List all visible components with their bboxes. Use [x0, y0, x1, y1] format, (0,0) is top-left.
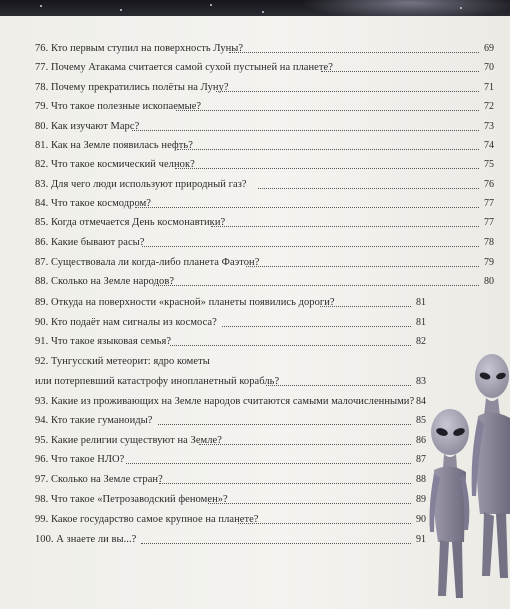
dot-leader — [156, 285, 479, 286]
toc-page-number: 82 — [416, 336, 426, 347]
toc-page-number: 79 — [484, 257, 494, 268]
toc-entry[interactable] — [0, 60, 510, 76]
toc-entry-title: 79. Что такое полезные ископаемые? — [35, 101, 202, 112]
dot-leader — [175, 168, 479, 169]
toc-page-number: 72 — [484, 101, 494, 112]
toc-page-number: 77 — [484, 198, 494, 209]
toc-entry-title: 97. Сколько на Земле стран? — [35, 474, 163, 485]
dot-leader — [132, 130, 479, 131]
toc-entry[interactable] — [0, 157, 510, 173]
toc-entry-title: 96. Что такое НЛО? — [35, 454, 125, 465]
dot-leader — [321, 71, 479, 72]
toc-entry-title: 94. Кто такие гуманоиды? — [35, 415, 153, 426]
toc-page-number: 83 — [416, 376, 426, 387]
tall-alien — [472, 354, 510, 578]
dot-leader — [159, 483, 411, 484]
dot-leader — [216, 91, 479, 92]
dot-leader — [158, 424, 411, 425]
toc-entry-title: 85. Когда отмечается День космонавтики? — [35, 217, 226, 228]
dot-leader — [222, 326, 411, 327]
dot-leader — [211, 226, 479, 227]
toc-entry-title: 100. А знаете ли вы...? — [35, 534, 137, 545]
dot-leader — [229, 52, 479, 53]
toc-entry-title: 77. Почему Атакама считается самой сухой пустыней на планете? — [35, 62, 333, 73]
toc-entry-title: 99. Какое государство самое крупное на планете? — [35, 514, 259, 525]
toc-page-number: 73 — [484, 121, 494, 132]
toc-page-number: 77 — [484, 217, 494, 228]
toc-page-number: 81 — [416, 297, 426, 308]
toc-page-number: 75 — [484, 159, 494, 170]
toc-entry[interactable] — [0, 138, 510, 154]
toc-page-number: 70 — [484, 62, 494, 73]
dot-leader — [141, 543, 411, 544]
toc-page-number: 90 — [416, 514, 426, 525]
toc-entry-title: 92. Тунгусский метеорит: ядро кометы — [35, 356, 210, 367]
toc-page-number: 71 — [484, 82, 494, 93]
dot-leader — [246, 266, 479, 267]
toc-entry[interactable] — [0, 119, 510, 135]
toc-page-number: 85 — [416, 415, 426, 426]
toc-page-number: 91 — [416, 534, 426, 545]
toc-entry-title: 84. Что такое космодром? — [35, 198, 151, 209]
toc-page-number: 84 — [416, 396, 426, 407]
dot-leader — [126, 463, 411, 464]
toc-entry[interactable] — [0, 235, 510, 251]
toc-page-number: 69 — [484, 43, 494, 54]
dot-leader — [177, 149, 479, 150]
toc-entry[interactable] — [0, 177, 510, 193]
dot-leader — [135, 207, 479, 208]
toc-entry-title: 89. Откуда на поверхности «красной» планеты появились дороги? — [35, 297, 335, 308]
toc-entry-title: 93. Какие из проживающих на Земле народов считаются самыми малочисленными? — [35, 396, 415, 407]
toc-entry[interactable] — [0, 41, 510, 57]
toc-entry-title: 78. Почему прекратились полёты на Луну? — [35, 82, 229, 93]
toc-page-number: 89 — [416, 494, 426, 505]
dot-leader — [266, 385, 411, 386]
toc-entry[interactable] — [0, 196, 510, 212]
toc-page-number: 76 — [484, 179, 494, 190]
toc-page-number: 88 — [416, 474, 426, 485]
toc-entry-title: 90. Кто подаёт нам сигналы из космоса? — [35, 317, 217, 328]
toc-entry-title: 81. Как на Земле появилась нефть? — [35, 140, 193, 151]
toc-entry[interactable] — [0, 274, 510, 290]
toc-page-number: 74 — [484, 140, 494, 151]
small-alien — [430, 409, 470, 598]
toc-entry[interactable] — [0, 215, 510, 231]
dot-leader — [176, 110, 479, 111]
toc-entry-title: 82. Что такое космический челнок? — [35, 159, 195, 170]
toc-entry-title: 87. Существовала ли когда-либо планета Фаэтон? — [35, 257, 260, 268]
dot-leader — [320, 306, 411, 307]
toc-entry-title: 95. Какие религии существуют на Земле? — [35, 435, 222, 446]
toc-page-number: 80 — [484, 276, 494, 287]
dot-leader — [199, 444, 411, 445]
toc-entry-title: 86. Какие бывают расы? — [35, 237, 145, 248]
toc-entry[interactable] — [0, 295, 510, 311]
toc-page-number: 81 — [416, 317, 426, 328]
toc-entry-title: 80. Как изучают Марс? — [35, 121, 140, 132]
toc-entry-title: 76. Кто первым ступил на поверхность Луны? — [35, 43, 244, 54]
dot-leader — [208, 503, 411, 504]
dot-leader — [238, 523, 411, 524]
toc-entry[interactable] — [0, 99, 510, 115]
dot-leader — [258, 188, 479, 189]
toc-page-number: 86 — [416, 435, 426, 446]
toc-page-number: 87 — [416, 454, 426, 465]
toc-page-number: 78 — [484, 237, 494, 248]
toc-entry-title: или потерпевший катастрофу инопланетный корабль? — [35, 376, 280, 387]
dot-leader — [142, 246, 479, 247]
toc-entry-title: 88. Сколько на Земле народов? — [35, 276, 175, 287]
aliens-illustration-icon — [428, 346, 510, 609]
toc-entry-title: 83. Для чего люди используют природный газ? — [35, 179, 247, 190]
toc-entry[interactable] — [0, 315, 510, 331]
dot-leader — [170, 345, 411, 346]
toc-entry-title: 98. Что такое «Петрозаводский феномен»? — [35, 494, 228, 505]
toc-entry-title: 91. Что такое языковая семья? — [35, 336, 172, 347]
toc-entry[interactable] — [0, 80, 510, 96]
toc-entry[interactable] — [0, 255, 510, 271]
